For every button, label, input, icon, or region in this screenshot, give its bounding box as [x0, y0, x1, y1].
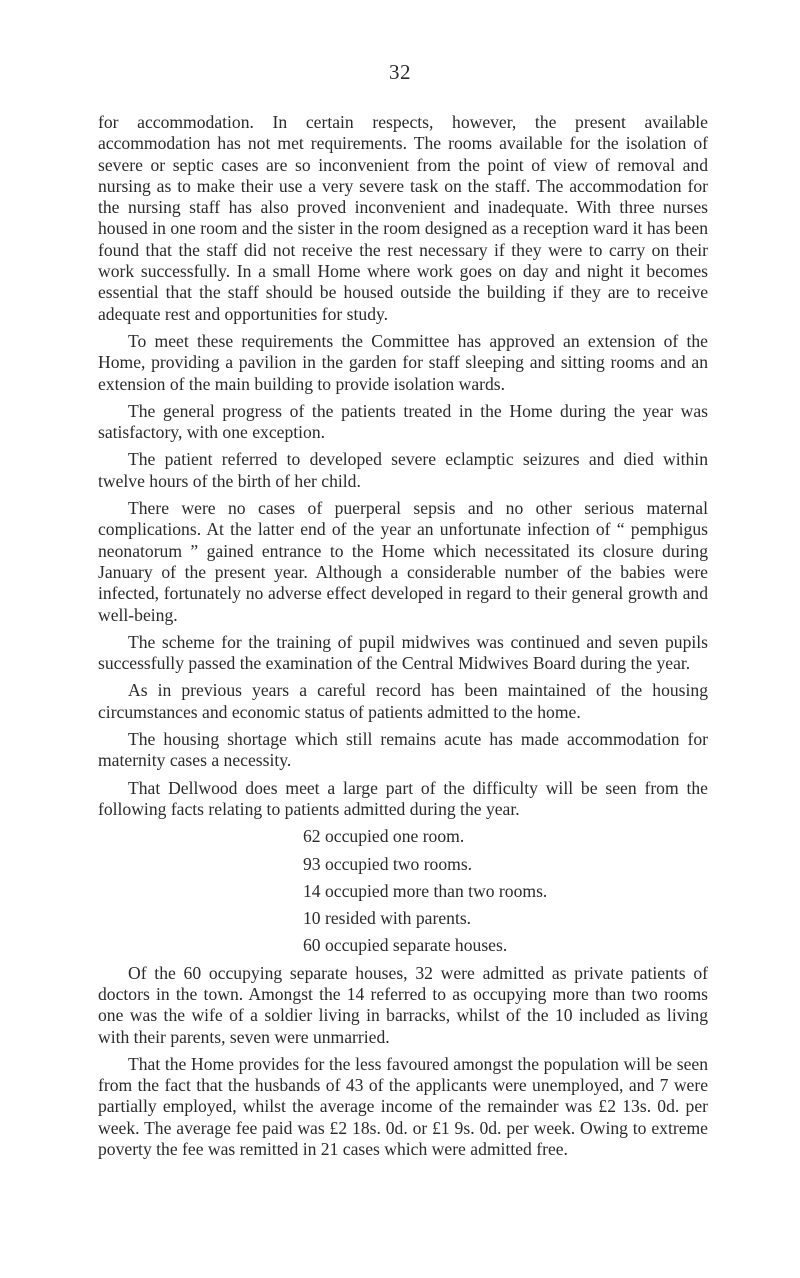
stat-count: 10 — [303, 908, 321, 929]
paragraph-economic-status: That the Home provides for the less favoured amongst the population will be seen from the fact that the husbands of 43 of the applicants were unemployed, and 7 were partially employed, whilst the average income of the remainder was £2 13s. 0d. per week. The average fee paid was £2 18s. 0d. or £1 9s. 0d. per week. Owing to extreme poverty the fee was remitted in 21 cases which were admitted free. — [98, 1053, 708, 1160]
stat-label: occupied separate houses. — [325, 935, 508, 956]
stat-count: 60 — [303, 935, 321, 956]
paragraph-dellwood: That Dellwood does meet a large part of the difficulty will be seen from the following facts relating to patients admitted during the year. — [98, 777, 708, 819]
paragraph-housing-shortage: The housing shortage which still remains acute has made accommodation for maternity cases a necessity. — [98, 729, 708, 771]
paragraph-records: As in previous years a careful record has been maintained of the housing circumstances and economic status of patients admitted to the home. — [98, 680, 708, 722]
paragraph-progress: The general progress of the patients treated in the Home during the year was satisfactory, with one exception. — [98, 400, 708, 443]
list-item — [98, 826, 708, 847]
list-item — [98, 881, 708, 902]
stat-label: occupied two rooms. — [325, 853, 473, 874]
stat-label: resided with parents. — [325, 908, 472, 929]
list-item — [98, 854, 708, 875]
list-item — [98, 935, 708, 956]
stat-count: 93 — [303, 853, 321, 874]
paragraph-extension: To meet these requirements the Committee has approved an extension of the Home, providing a pavilion in the garden for staff sleeping and sitting rooms and an extension of the main building to provide isolation wards. — [98, 330, 708, 394]
paragraph-accommodation: for accommodation. In certain respects, however, the present available accommodation has not met requirements. The rooms available for the isolation of severe or septic cases are so inconvenient from the point of view of removal and nursing as to make their use a very severe task on the staff. The accommodation for the nursing staff has also proved inconvenient and inadequate. With three nurses housed in one room and the sister in the room designed as a reception ward it has been found that the staff did not receive the rest necessary if they were to carry on their work successfully. In a small Home where work goes on day and night it becomes essential that the staff should be housed outside the building if they are to receive adequate rest and opportunities for study. — [98, 112, 708, 324]
paragraph-eclampsia: The patient referred to developed severe eclamptic seizures and died within twelve hours of the birth of her child. — [98, 449, 708, 491]
stat-count: 14 — [303, 880, 321, 901]
paragraph-training: The scheme for the training of pupil midwives was continued and seven pupils successfully passed the examination of the Central Midwives Board during the year. — [98, 631, 708, 674]
stat-label: occupied one room. — [325, 826, 465, 847]
paragraph-complications: There were no cases of puerperal sepsis and no other serious maternal complications. At the latter end of the year an unfortunate infection of “ pemphigus neonatorum ” gained entrance to the Home which necessitated its closure during January of the present year. Although a considerable number of the babies were infected, fortunately no adverse effect developed in regard to their general growth and well-being. — [98, 498, 708, 625]
paragraph-separate-houses: Of the 60 occupying separate houses, 32 were admitted as private patients of doctors in the town. Amongst the 14 referred to as occupying more than two rooms one was the wife of a soldier living in barracks, whilst of the 10 included as living with their parents, seven were unmarried. — [98, 962, 708, 1047]
stat-label: occupied more than two rooms. — [325, 880, 548, 901]
housing-stats-list — [98, 826, 708, 956]
body-text — [98, 112, 708, 1166]
stat-count: 62 — [303, 826, 321, 847]
list-item — [98, 908, 708, 929]
page-number: 32 — [389, 60, 411, 84]
